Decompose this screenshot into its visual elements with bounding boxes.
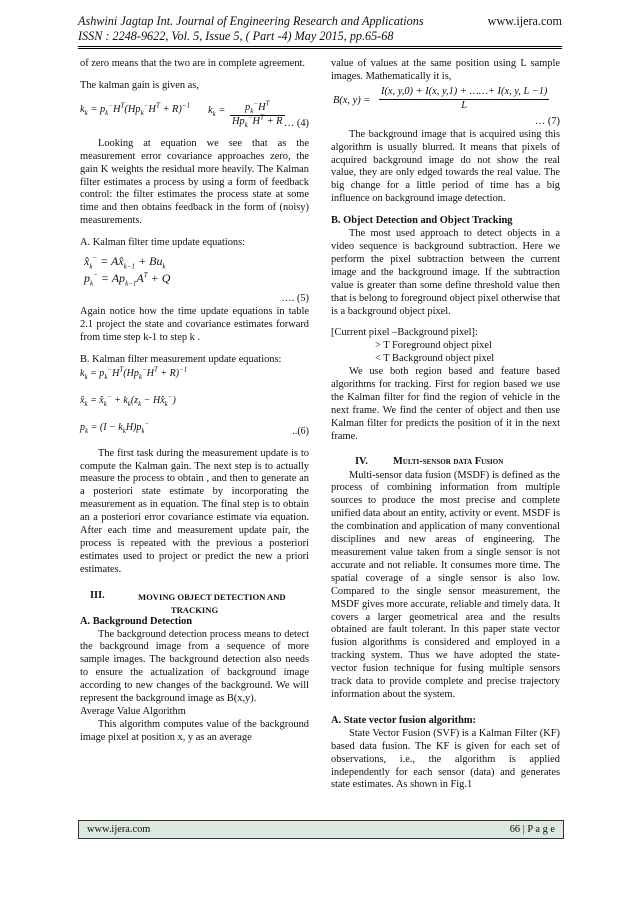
paragraph: [Current pixel –Background pixel]:	[331, 327, 478, 339]
paragraph: The kalman gain is given as,	[80, 79, 199, 91]
section-heading-4	[331, 456, 560, 470]
threshold-rule-foreground: > T Foreground object pixel	[375, 340, 492, 352]
paragraph: We use both region based and feature based algorithms for tracking. First for region based we use the Kalman filter for find the region of vehicle in the next frame. We find the center of object and then use Kalman filter for predicts the position of it in the next frame.	[331, 366, 560, 442]
equation-6: $k_k = p_k^-H^T(Hp_k^-H^T + R)^{-1}$ $x̂_k$ = $x̂_k^- + k_k(z_k$ − $Hx̂_k^-$) $p_k = (I - k_kH)p_k^-$ ..(6)	[80, 365, 309, 437]
page-footer	[78, 820, 564, 839]
section-heading-3	[80, 590, 309, 616]
paragraph: value of values at the same position using L sample images. Mathematically it is,	[331, 58, 560, 82]
header-citation-line1: Ashwini Jagtap Int. Journal of Engineering Research and Applications	[78, 14, 424, 28]
footer-url[interactable]: www.ijera.com	[87, 824, 151, 835]
paragraph: Looking at equation we see that as the measurement error covariance approaches zero, the gain K weights the residual more heavily. The Kalman filter estimates a process by using a form of feedback control: the filter estimates the process state at some time and then obtains feedback in the form of (noisy) measurements.	[80, 137, 309, 227]
subsection-heading: B. Object Detection and Object Tracking	[331, 215, 513, 227]
section-title: Multi-sensor data Fusion	[393, 455, 504, 467]
paragraph: State Vector Fusion (SVF) is a Kalman Filter (KF) based data fusion. The KF is given for each set of observations, i.e., the algorithm is applied independently for each sensor (data) and generates state estimates. As shown in Fig.1	[331, 727, 560, 791]
paragraph: Average Value Algorithm	[80, 706, 186, 717]
paragraph: The background image that is acquired using this algorithm is usually blurred. It means that pixels of acquired background image do not show the real value, they are only edged towards the real value. The big change for a little period of time has a big influence on background image detection.	[331, 128, 560, 205]
equation-4: $k_k = p_k^-H^T(Hp_k^-H^T + R)^{-1}$ $k_k$ = $p_k^-H^T$ $Hp_k^-H^T + R$ … (4)	[80, 99, 309, 129]
section-number: III.	[90, 589, 105, 601]
page-number: 66 | P a g e	[509, 824, 555, 835]
paragraph: Again notice how the time update equations in table 2.1 project the state and covariance estimates forward from time step k-1 to step k .	[80, 305, 309, 343]
equation-number: ..(6)	[292, 425, 309, 437]
header-rule	[78, 46, 562, 47]
running-header	[78, 14, 562, 44]
equation-7: B(x, y) = $\frac{I(x, y,0) + I(x, y,1) + \dots\dots+ I(x, y, L -1)}{L}$	[333, 85, 548, 111]
paragraph: The first task during the measurement update is to compute the Kalman gain. The next step is to actually measure the process to obtain , and then to generate an a posteriori state estimate by incorporating the measurement as in equation. The final step is to obtain an a posteriori error covariance estimate via equation. After each time and measurement update pair, the process is repeated with the previous a posteriori estimates used to project or predict the new a priori estimates.	[80, 447, 309, 575]
section-number: IV.	[355, 455, 368, 467]
section-title: MOVING OBJECT DETECTION AND	[138, 591, 286, 602]
subsection-heading: A. Background Detection	[80, 615, 193, 627]
equation-number: … (4)	[283, 117, 309, 129]
equation-number: … (7)	[534, 115, 560, 127]
list-item: A. Kalman filter time update equations:	[80, 237, 246, 249]
subsection-heading: A. State vector fusion algorithm:	[331, 714, 476, 726]
header-citation-line2: ISSN : 2248-9622, Vol. 5, Issue 5, ( Part -4) May 2015, pp.65-68	[78, 29, 394, 43]
paragraph: This algorithm computes value of the background image pixel at position x, y as an average	[80, 718, 309, 743]
right-column	[331, 58, 560, 792]
paragraph: The background detection process means to detect the background image from a sequence of more sample images. The background detection also needs to ensure the actualization of background image according to new changes of the background. We will represent the background image as B(x,y).	[80, 628, 309, 705]
section-title-cont: TRACKING	[170, 604, 219, 615]
threshold-rule-background: < T Background object pixel	[375, 353, 495, 365]
equation-5: $x̂_k^-$ = $Ax̂_{k-1} + Bu_k$ $p_k^- = Ap_{k-1}A^T + Q$	[84, 254, 171, 288]
equation-number: …. (5)	[281, 293, 309, 305]
left-column	[80, 58, 309, 745]
list-item: B. Kalman filter measurement update equations:	[80, 353, 282, 365]
header-url[interactable]: www.ijera.com	[487, 14, 562, 28]
paragraph: of zero means that the two are in complete agreement.	[80, 58, 306, 69]
header-rule-double	[78, 48, 562, 49]
paragraph: Multi-sensor data fusion (MSDF) is defined as the process of combining information from multiple sources to produce the most precise and complete unified data about an entity, activity or event. MSDF is the combination and application of many conventional disciplines and new areas of engineering. The measurement value taken from a single sensor is not accurate and not reliable. It consumes more time. The spatial coverage of a single sensor is also low. Compared to the single sensor measurement, the MSDF gives more accurate, reliable and timely data. It covers a larger geometrical area and the results obtained are fault tolerant. In this paper state vector fusion algorithms is considered and employed in a tracking system. Thus we have adopted the state-vector fusion technique for fusing multiple sensors track data to provide complete and precise trajectory information about the system.	[331, 469, 560, 700]
paragraph: The most used approach to detect objects in a video sequence is background subtraction. Here we perform the pixel subtraction between the current image and the background image. If the subtraction value is greater than some define threshold value then that is belong to foreground object pixel otherwise that is a background object pixel.	[331, 228, 560, 317]
